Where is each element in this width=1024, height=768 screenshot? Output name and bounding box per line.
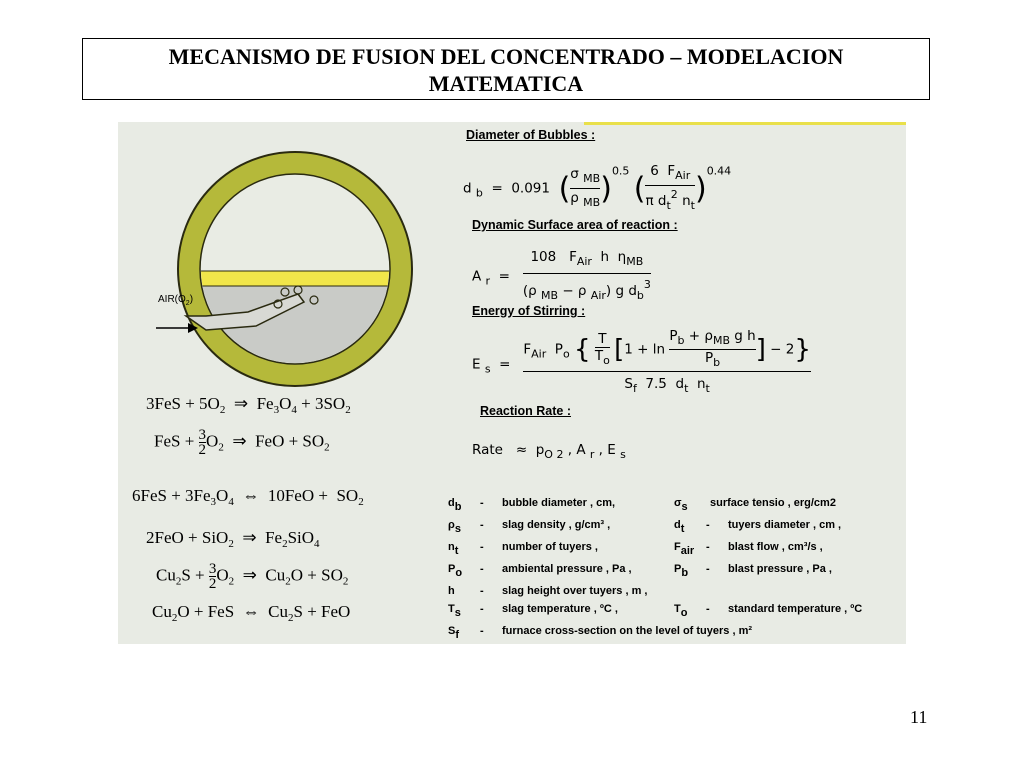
- reaction-6: $Cu_2O$ + FeS ⇔ $Cu_2S$ + FeO: [152, 602, 351, 624]
- legend-right: [674, 494, 862, 622]
- formula-surface-area: A $_r$ = 108 $F_{Air}$ h $\eta_{MB}$ (ρ $_{MB}$ − ρ $_{Air}$) g $d_b^3$: [472, 246, 651, 307]
- slide-title: [82, 38, 930, 100]
- figure-panel: [118, 122, 906, 644]
- top-accent-line: [584, 122, 906, 125]
- legend-item: To - standard temperature , ºC: [674, 603, 863, 619]
- formula-bubble-diameter: d $_b$ = 0.091 (σ $_{MB}$ ρ $_{MB}$ )$^{0.5}$ (6 $F_{Air}$ π $d_t^2$ $n_t$ )$^{0.44}$: [463, 162, 731, 215]
- furnace-diagram: [118, 122, 448, 392]
- heading-stirring: Energy of Stirring :: [472, 304, 586, 318]
- page-number: 11: [910, 707, 928, 727]
- legend-item: Sf - furnace cross-section on the level of tuyers , m²: [448, 625, 753, 641]
- title-line-2: MATEMATICA: [428, 71, 584, 96]
- formula-rate: Rate ≈ $p_{O 2}$ , A $_r$ , E $_s$: [472, 442, 626, 461]
- legend-item: σs surface tensio , erg/cm2: [674, 497, 836, 513]
- reaction-4: 2FeO + SiO$_2$ ⇒ $Fe_2SiO_4$: [146, 528, 320, 550]
- legend-item: dt - tuyers diameter , cm ,: [674, 519, 842, 535]
- heading-rate: Reaction Rate :: [480, 404, 571, 418]
- reaction-3: $6FeS + 3Fe_3O_4$ ⇔ $10FeO + SO_2$: [132, 486, 364, 508]
- legend-item: db - bubble diameter , cm,: [448, 497, 616, 513]
- legend-item: ρs - slag density , g/cm³ ,: [448, 519, 611, 535]
- legend-item: nt - number of tuyers ,: [448, 541, 598, 557]
- heading-surface: Dynamic Surface area of reaction :: [472, 218, 678, 232]
- reaction-2: FeS + 3 2 $O_2$ ⇒ FeO + $SO_2$: [154, 427, 330, 458]
- title-line-1: MECANISMO DE FUSION DEL CONCENTRADO – MODELACION: [168, 44, 844, 69]
- legend-item: Fair - blast flow , cm³/s ,: [674, 541, 823, 557]
- legend-item: Po - ambiental pressure , Pa ,: [448, 563, 632, 579]
- slag-band: [178, 271, 418, 286]
- heading-bubbles: Diameter of Bubbles :: [466, 128, 596, 142]
- legend-item: Ts - slag temperature , ºC ,: [448, 603, 618, 619]
- reaction-5: $Cu_2S + 3$ 2 $O_2$ ⇒ $Cu_2O + SO_2$: [156, 561, 349, 592]
- air-label: $AIR(O_2)$: [158, 294, 194, 307]
- legend-item: h - slag height over tuyers , m ,: [448, 585, 648, 597]
- formula-stirring-energy: E $_s = F_{Air}$ $P_o$ { T $T_o$ [$1 + \ln P_b + \rho_{MB}$ g h $P_b$ ] − 2} $S_f$ 7.5 $d_t$ $n_t$: [472, 328, 811, 401]
- legend-item: Pb - blast pressure , Pa ,: [674, 563, 832, 579]
- reaction-1: $3FeS + 5O_2$ ⇒ $Fe_3O_4 + 3SO_2$: [146, 394, 351, 416]
